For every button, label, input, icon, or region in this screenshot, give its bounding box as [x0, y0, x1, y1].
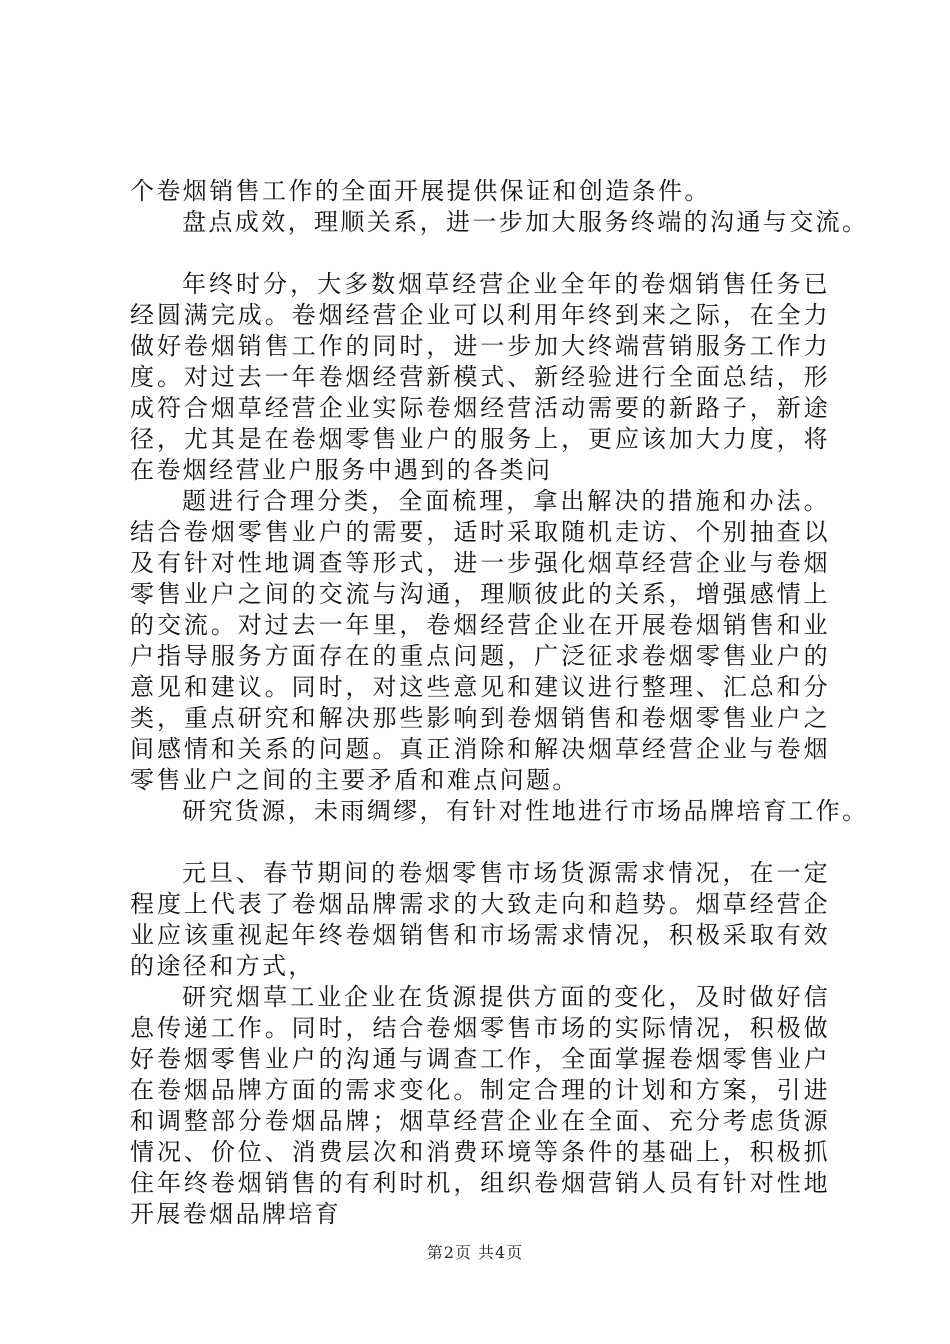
document-body	[130, 176, 869, 1230]
paragraph-continuation: 个卷烟销售工作的全面开展提供保证和创造条件。	[130, 177, 711, 205]
section-heading-1: 盘点成效，理顺关系，进一步加大服务终端的沟通与交流。	[182, 208, 869, 236]
paragraph-gap	[130, 827, 830, 858]
paragraph-holiday-demand: 元旦、春节期间的卷烟零售市场货源需求情况，在一定程度上代表了卷烟品牌需求的大致走向和趋势。烟草经营企业应该重视起年终卷烟销售和市场需求情况，积极采取有效的途径和方式，	[130, 859, 830, 980]
section-heading-2: 研究货源，未雨绸缪，有针对性地进行市场品牌培育工作。	[182, 797, 869, 825]
page-number-footer: 第2页 共4页	[426, 1243, 524, 1262]
paragraph-year-end: 年终时分，大多数烟草经营企业全年的卷烟销售任务已经圆满完成。卷烟经营企业可以利用年终到来之际，在全力做好卷烟销售工作的同时，进一步加大终端营销服务工作力度。对过去一年卷烟经营新模式、新经验进行全面总结，形成符合烟草经营企业实际卷烟经营活动需要的新路子，新途径，尤其是在卷烟零售业户的服务上，更应该加大力度，将在卷烟经营业户服务中遇到的各类问	[130, 270, 830, 484]
paragraph-research-supply: 研究烟草工业企业在货源提供方面的变化，及时做好信息传递工作。同时，结合卷烟零售市场的实际情况，积极做好卷烟零售业户的沟通与调查工作，全面掌握卷烟零售业户在卷烟品牌方面的需求变化。制定合理的计划和方案，引进和调整部分卷烟品牌；烟草经营企业在全面、充分考虑货源情况、价位、消费层次和消费环境等条件的基础上，积极抓住年终卷烟销售的有利时机，组织卷烟营销人员有针对性地开展卷烟品牌培育	[130, 983, 830, 1228]
paragraph-gap	[130, 238, 830, 269]
paragraph-classification: 题进行合理分类，全面梳理，拿出解决的措施和办法。结合卷烟零售业户的需要，适时采取随机走访、个别抽查以及有针对性地调查等形式，进一步强化烟草经营企业与卷烟零售业户之间的交流与沟通，理顺彼此的关系，增强感情上的交流。对过去一年里，卷烟经营企业在开展卷烟销售和业户指导服务方面存在的重点问题，广泛征求卷烟零售业户的意见和建议。同时，对这些意见和建议进行整理、汇总和分类，重点研究和解决那些影响到卷烟销售和卷烟零售业户之间感情和关系的问题。真正消除和解决烟草经营企业与卷烟零售业户之间的主要矛盾和难点问题。	[130, 487, 830, 794]
